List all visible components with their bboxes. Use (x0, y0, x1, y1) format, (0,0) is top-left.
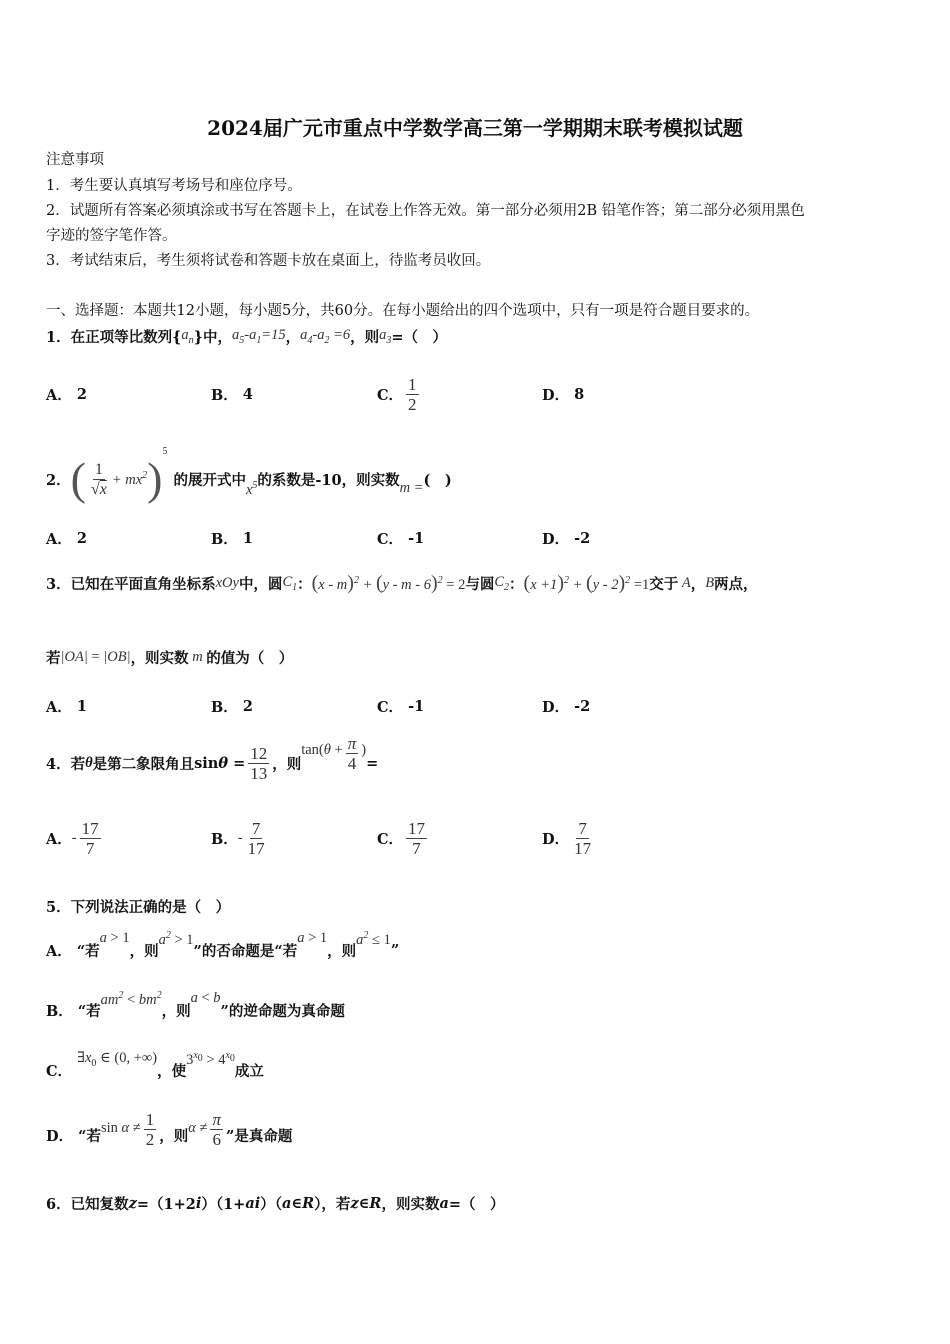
option-b[interactable]: B． 4 (211, 385, 253, 404)
option-c[interactable]: C． $\frac{17}{7}$ (377, 818, 426, 858)
question-6-stem: 6．已知复数 z =（1+2 i ）（1+ ai ）（ a ∈ R ），若 z ∈ R ，则实数 a =（ ） (46, 1194, 505, 1213)
notice-item-2-cont: 字迹的签字笔作答。 (46, 228, 177, 244)
option-a[interactable]: A． 1 (46, 697, 87, 716)
option-b[interactable]: B． - $\frac{7}{17}$ (211, 818, 265, 858)
option-c[interactable]: C． -1 (377, 697, 425, 716)
option-a[interactable]: A． - $\frac{17}{7}$ (46, 818, 99, 858)
option-b[interactable]: B． 1 (211, 529, 253, 548)
notice-item-1: 1．考生要认真填写考场号和座位序号。 (46, 178, 302, 194)
option-c[interactable]: C． -1 (377, 529, 425, 548)
question-5-option-a[interactable]: A． “若 a > 1 ，则 $a^2 > 1$ ”的否命题是“若 a > 1 ，则 $a^2 \le 1$ ” (46, 930, 400, 960)
option-d[interactable]: D． $\frac{7}{17}$ (542, 818, 592, 858)
question-1-stem: 1．在正项等比数列{ $a_n$ }中， $a_5-a_1=15$ ， $a_4-a_2 =6$ ，则 $a_3$ =（ ） (46, 326, 448, 346)
question-4-options (0, 808, 950, 868)
notice-item-2: 2．试题所有答案必须填涂或书写在答题卡上，在试卷上作答无效。第一部分必须用2B 铅笔作答；第二部分必须用黑色 (46, 203, 805, 219)
notice-heading: 注意事项 (46, 152, 104, 168)
question-1-options (0, 364, 950, 424)
option-d[interactable]: D． -2 (542, 529, 591, 548)
page-title: 2024届广元市重点中学数学高三第一学期期末联考模拟试题 (207, 116, 743, 140)
fraction: $\frac{1}{2}$ (408, 374, 417, 414)
question-5-option-c[interactable]: C． $\exists x_0$ ∈ (0, +∞) ，使 $3^{x_0} > 4^{x_0}$ 成立 (46, 1050, 264, 1080)
notice-item-3: 3．考试结束后，考生须将试卷和答题卡放在桌面上，待监考员收回。 (46, 253, 491, 269)
option-c[interactable]: C． $\frac{1}{2}$ (377, 374, 417, 414)
question-3-stem: 3．已知在平面直角坐标系 xOy 中，圆 $C_1$ ： (x - m)$^2$ + (y - m - 6)$^2$ = 2 与圆 $C_2$ ： $(x +1)^2 + (y - 2)^2 =1$ 交于 A ， B 两点， (46, 571, 758, 594)
option-a[interactable]: A． 2 (46, 385, 87, 404)
option-a[interactable]: A． 2 (46, 529, 87, 548)
question-3-stem-cont: 若 |OA| = |OB| ，则实数 m 的值为（ ） (46, 648, 294, 667)
question-3-options (0, 676, 950, 736)
question-2-stem: 2． ( $\frac{1}{√x}$ + $mx^2$ ) 5 的展开式中 $x^5$ 的系数是-10，则实数 m = ( ) (46, 446, 452, 504)
question-2-options (0, 508, 950, 568)
section-heading: 一、选择题：本题共12小题，每小题5分，共60分。在每小题给出的四个选项中，只有一项是符合题目要求的。 (46, 303, 760, 319)
question-5-option-d[interactable]: D． “若 sin α ≠ $\frac{1}{2}$ ，则 α ≠ $\frac{\pi}{6}$ ”是真命题 (46, 1110, 293, 1149)
option-d[interactable]: D． 8 (542, 385, 585, 404)
question-5-option-b[interactable]: B． “若 $am^2 < bm^2$ ，则 a < b ”的逆命题为真命题 (46, 990, 345, 1020)
option-b[interactable]: B． 2 (211, 697, 253, 716)
question-5-stem: 5．下列说法正确的是（ ） (46, 899, 231, 916)
question-4-stem: 4．若 θ 是第二象限角且 sinθ = $\frac{12}{13}$ ，则 tan(θ + $\frac{\pi}{4}$ ) = (46, 734, 379, 783)
option-d[interactable]: D． -2 (542, 697, 591, 716)
